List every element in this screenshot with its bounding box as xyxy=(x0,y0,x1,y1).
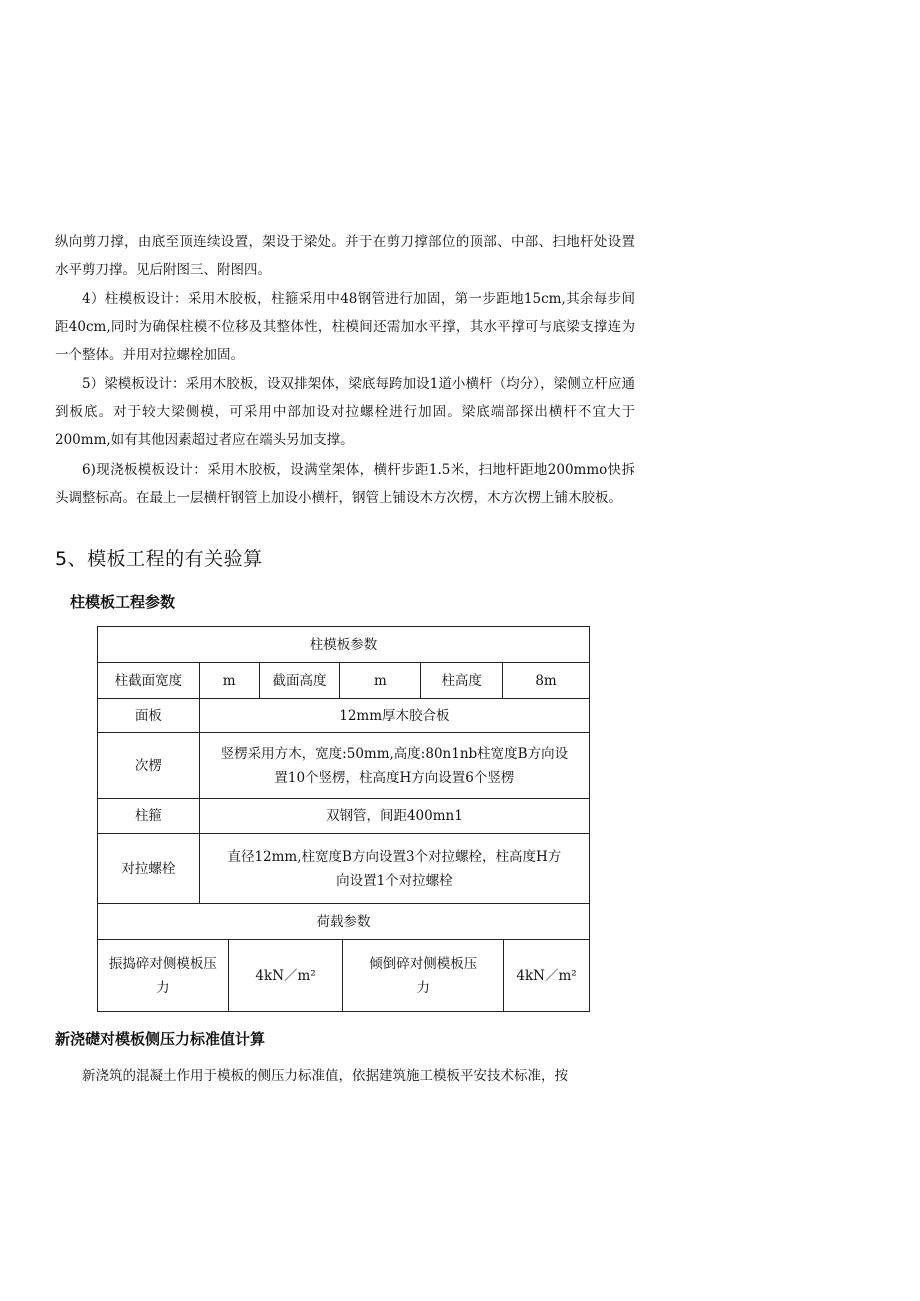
cell-bolt-label: 对拉螺栓 xyxy=(98,834,200,904)
column-formwork-params-table xyxy=(97,626,590,1012)
cell-secondary-label: 次楞 xyxy=(98,733,200,799)
cell-panel-label: 面板 xyxy=(98,699,200,733)
cell-bolt-value xyxy=(199,834,589,904)
bolt-value-line-1: 直径12mm,柱宽度B方向设置3个对拉螺栓，柱高度H方 xyxy=(227,848,562,865)
table-header-column-params: 柱模板参数 xyxy=(98,627,590,663)
subheading-lateral-pressure: 新浇礎对模板侧压力标准值计算 xyxy=(55,1030,266,1048)
table-row-dimensions xyxy=(98,663,590,699)
section-heading: 5、模板工程的有关验算 xyxy=(55,548,263,570)
secondary-value-line-2: 置10个竖楞，柱高度H方向设置6个竖楞 xyxy=(274,769,515,786)
cell-column-height-label: 柱高度 xyxy=(421,663,503,699)
paragraph-column-formwork: 4）柱模板设计：采用木胶板，柱箍采用中48钢管进行加固，第一步距地15cm,其余每步间距40cm,同时为确保柱模不位移及其整体性，柱模间还需加水平撑，其水平撑可与底梁支撑连为一个整体。并用对拉螺栓加固。 xyxy=(55,291,635,363)
bolt-value-line-2: 向设置1个对拉螺栓 xyxy=(336,872,453,889)
paragraph-lateral-pressure: 新浇筑的混凝土作用于模板的侧压力标准值，依据建筑施工模板平安技术标准，按 xyxy=(82,1068,568,1084)
cell-column-width-value: m xyxy=(199,663,259,699)
vibration-load-label-line-1: 振捣碎对侧模板压 xyxy=(108,955,217,972)
paragraph-slab-formwork: 6)现浇板模板设计：采用木胶板，设满堂架体，横杆步距1.5米，扫地杆距地200mmo快拆头调整标高。在最上一层横杆钢管上加设小横杆，钢管上铺设木方次楞，木方次楞上铺木胶板。 xyxy=(55,462,635,506)
table-row-secondary-ribs xyxy=(98,733,590,799)
table-header-load-params: 荷载参数 xyxy=(98,904,590,940)
table-header-row xyxy=(98,627,590,663)
table-header-row-load xyxy=(98,904,590,940)
table-row-panel xyxy=(98,699,590,733)
cell-column-height-value: 8m xyxy=(503,663,590,699)
table-row-loads xyxy=(98,940,590,1012)
cell-secondary-value xyxy=(199,733,589,799)
cell-hoop-label: 柱箍 xyxy=(98,799,200,834)
cell-vibration-load-value: 4kN／m² xyxy=(228,940,343,1012)
cell-pouring-load-value: 4kN／m² xyxy=(504,940,590,1012)
subheading-column-params: 柱模板工程参数 xyxy=(70,593,176,611)
cell-hoop-value: 双钢管，间距400mn1 xyxy=(199,799,589,834)
secondary-value-line-1: 竖楞采用方木，宽度:50mm,高度:80n1nb柱宽度B方向设 xyxy=(220,745,569,762)
vibration-load-label-line-2: 力 xyxy=(156,979,170,996)
cell-panel-value: 12mm厚木胶合板 xyxy=(199,699,589,733)
paragraph-beam-formwork: 5）梁模板设计：采用木胶板，设双排架体，梁底每跨加设1道小横杆（均分），梁侧立杆应通到板底。对于较大梁侧模，可采用中部加设对拉螺栓进行加固。梁底端部探出横杆不宜大于200mm,如有其他因素超过者应在端头另加支撑。 xyxy=(55,376,635,448)
cell-pouring-load-label xyxy=(343,940,504,1012)
paragraph-scissor-brace: 纵向剪刀撑，由底至顶连续设置，架设于梁处。并于在剪刀撑部位的顶部、中部、扫地杆处设置水平剪刀撑。见后附图三、附图四。 xyxy=(55,234,635,278)
table-row-column-hoop xyxy=(98,799,590,834)
cell-section-height-value: m xyxy=(340,663,421,699)
pouring-load-label-line-2: 力 xyxy=(416,979,431,996)
table-row-tie-bolt xyxy=(98,834,590,904)
cell-section-height-label: 截面高度 xyxy=(259,663,340,699)
cell-vibration-load-label xyxy=(98,940,229,1012)
pouring-load-label-line-1: 倾倒碎对侧模板压 xyxy=(369,955,478,972)
cell-column-width-label: 柱截面宽度 xyxy=(98,663,200,699)
